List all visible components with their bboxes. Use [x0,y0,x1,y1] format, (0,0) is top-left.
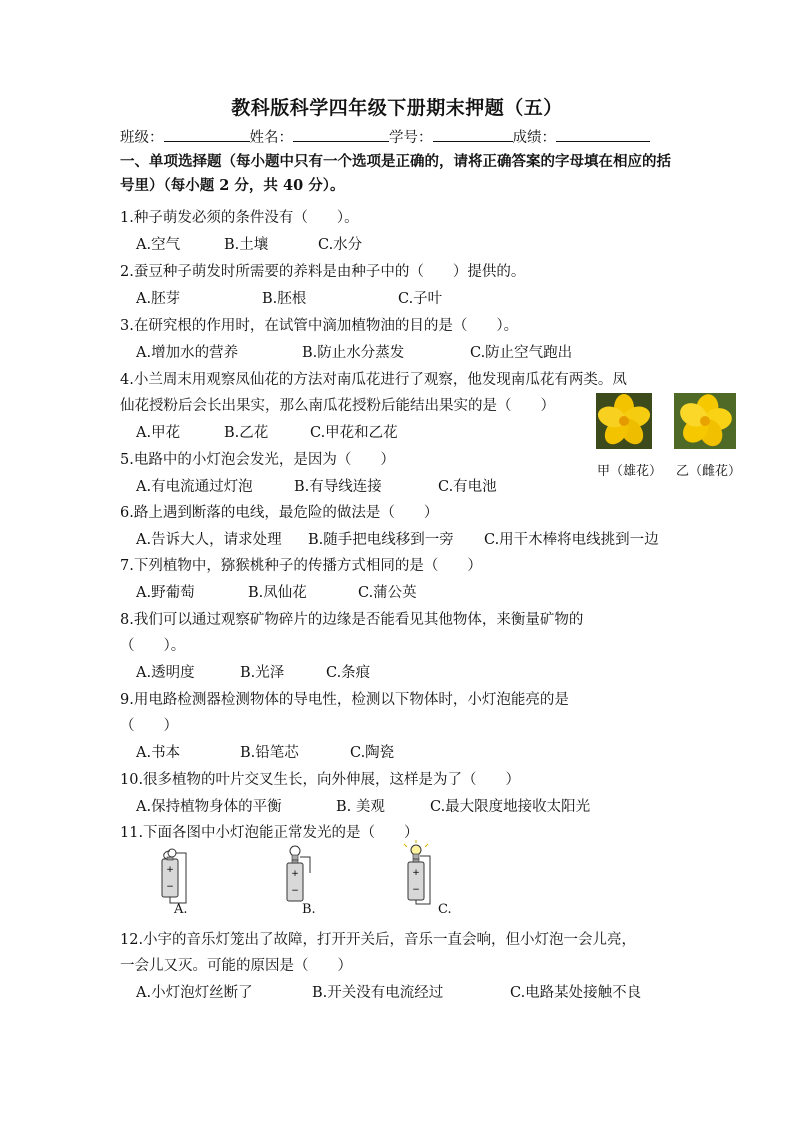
q8-option-a[interactable]: A.透明度 [136,665,195,681]
name-label: 姓名： [249,130,293,146]
q11-option-b[interactable]: B. [302,902,316,917]
female-flower-caption: 乙（雌花） [676,464,742,479]
q4-option-b[interactable]: B.乙花 [224,425,269,441]
question-8-line2: （ ）。 [120,638,186,654]
q6-option-a[interactable]: A.告诉大人，请求处理 [136,532,282,548]
score-blank[interactable] [556,129,650,142]
q10-option-b[interactable]: B. 美观 [336,799,385,815]
q8-option-b[interactable]: B.光泽 [240,665,285,681]
male-flower-caption: 甲（雄花） [597,464,663,479]
svg-text:−: − [166,882,174,892]
question-5: 5.电路中的小灯泡会发光，是因为（ ） [120,452,395,468]
page-title: 教科版科学四年级下册期末押题（五） [231,97,563,119]
q7-option-b[interactable]: B.凤仙花 [248,585,307,601]
q2-option-c[interactable]: C.子叶 [398,291,443,307]
q9-option-c[interactable]: C.陶瓷 [350,745,395,761]
question-3: 3.在研究根的作用时，在试管中滴加植物油的目的是（ ）。 [120,318,519,334]
question-12-line2: 一会儿又灭。可能的原因是（ ） [120,958,352,974]
q3-option-a[interactable]: A.增加水的营养 [136,345,239,361]
q1-option-a[interactable]: A.空气 [136,237,181,253]
score-label: 成绩： [512,130,556,146]
question-1: 1.种子萌发必须的条件没有（ ）。 [120,210,359,226]
question-2: 2.蚕豆种子萌发时所需要的养料是由种子中的（ ）提供的。 [120,264,526,280]
name-blank[interactable] [293,129,389,142]
id-blank[interactable] [433,129,513,142]
svg-text:−: − [412,885,420,895]
svg-text:+: + [166,865,174,875]
question-4-line2: 仙花授粉后会长出果实，那么南瓜花授粉后能结出果实的是（ ） [120,398,555,414]
question-9-line1: 9.用电路检测器检测物体的导电性，检测以下物体时，小灯泡能亮的是 [120,692,569,708]
question-10: 10.很多植物的叶片交叉生长，向外伸展，这样是为了（ ） [120,772,521,788]
q8-option-c[interactable]: C.条痕 [326,665,371,681]
question-11: 11.下面各图中小灯泡能正常发光的是（ ） [120,825,419,841]
question-8-line1: 8.我们可以通过观察矿物碎片的边缘是否能看见其他物体，来衡量矿物的 [120,612,584,628]
question-6: 6.路上遇到断落的电线，最危险的做法是（ ） [120,505,439,521]
q10-option-a[interactable]: A.保持植物身体的平衡 [136,799,282,815]
q9-option-a[interactable]: A.书本 [136,745,181,761]
q5-option-b[interactable]: B.有导线连接 [294,479,382,495]
q6-option-b[interactable]: B.随手把电线移到一旁 [308,532,454,548]
question-7: 7.下列植物中，猕猴桃种子的传播方式相同的是（ ） [120,558,482,574]
q11-option-a[interactable]: A. [174,902,188,917]
q4-option-c[interactable]: C.甲花和乙花 [310,425,398,441]
svg-text:−: − [291,886,299,896]
q5-option-a[interactable]: A.有电流通过灯泡 [136,479,253,495]
q10-option-c[interactable]: C.最大限度地接收太阳光 [430,799,591,815]
q12-option-c[interactable]: C.电路某处接触不良 [510,985,642,1001]
q11-option-c[interactable]: C. [438,902,452,917]
svg-text:+: + [412,868,420,878]
q1-option-c[interactable]: C.水分 [318,237,363,253]
q12-option-b[interactable]: B.开关没有电流经过 [312,985,444,1001]
q4-option-a[interactable]: A.甲花 [136,425,181,441]
q9-option-b[interactable]: B.铅笔芯 [240,745,299,761]
q5-option-c[interactable]: C.有电池 [438,479,497,495]
male-flower-image [596,393,652,449]
q7-option-c[interactable]: C.蒲公英 [358,585,417,601]
section-heading: 一、单项选择题（每小题中只有一个选项是正确的，请将正确答案的字母填在相应的括号里）（每小题 2 分，共 40 分）。 [120,153,671,194]
q1-option-b[interactable]: B.土壤 [224,237,269,253]
question-12-line1: 12.小宇的音乐灯笼出了故障，打开开关后，音乐一直会响，但小灯泡一会儿亮， [120,932,637,948]
svg-text:+: + [291,869,299,879]
class-blank[interactable] [164,129,250,142]
q12-option-a[interactable]: A.小灯泡灯丝断了 [136,985,253,1001]
circuit-a-diagram [158,845,194,907]
class-label: 班级： [120,130,164,146]
q2-option-b[interactable]: B.胚根 [262,291,307,307]
female-flower-image [674,393,730,449]
q3-option-b[interactable]: B.防止水分蒸发 [302,345,405,361]
q3-option-c[interactable]: C.防止空气跑出 [470,345,573,361]
q7-option-a[interactable]: A.野葡萄 [136,585,195,601]
id-label: 学号： [389,130,433,146]
circuit-b-diagram [282,843,318,907]
question-4-line1: 4.小兰周末用观察凤仙花的方法对南瓜花进行了观察，他发现南瓜花有两类。凤 [120,372,627,388]
circuit-c-diagram [398,840,438,906]
q2-option-a[interactable]: A.胚芽 [136,291,181,307]
question-9-line2: （ ） [120,718,178,734]
student-info-line [120,126,650,147]
q6-option-c[interactable]: C.用干木棒将电线挑到一边 [484,532,659,548]
